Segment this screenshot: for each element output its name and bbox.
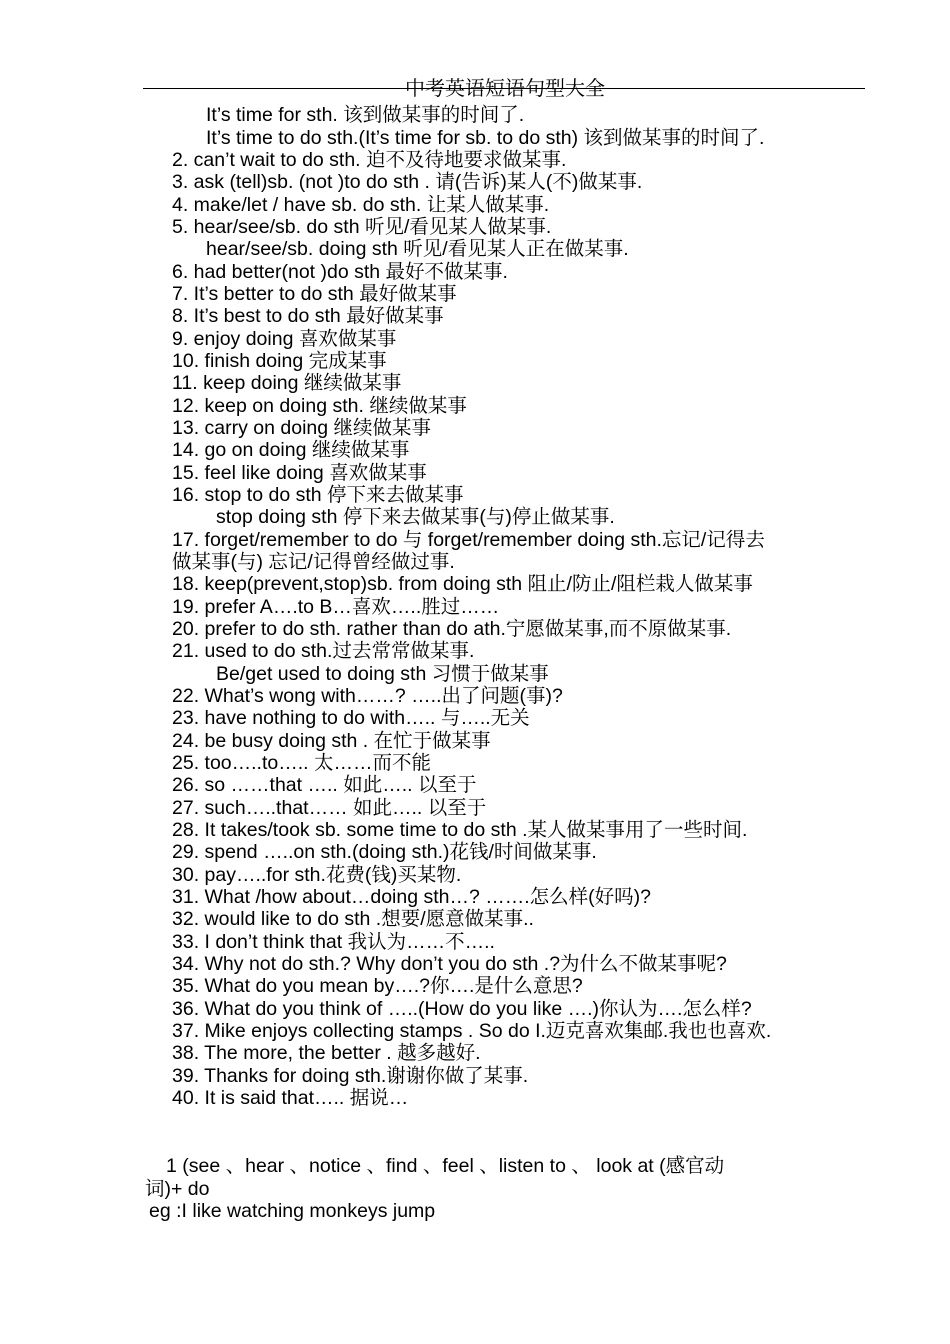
list-item: stop doing sth 停下来去做某事(与)停止做某事. (216, 506, 615, 528)
list-item: 38. The more, the better . 越多越好. (172, 1042, 481, 1064)
paragraph-line: 词)+ do (145, 1178, 210, 1200)
list-item: 20. prefer to do sth. rather than do ath.宁愿做某事,而不原做某事. (172, 618, 732, 640)
list-item: 30. pay…..for sth.花费(钱)买某物. (172, 864, 462, 886)
list-item: 2. can’t wait to do sth. 迫不及待地要求做某事. (172, 149, 567, 171)
list-item: 3. ask (tell)sb. (not )to do sth . 请(告诉)某人(不)做某事. (172, 171, 643, 193)
list-item: 4. make/let / have sb. do sth. 让某人做某事. (172, 194, 550, 216)
list-item: 7. It’s better to do sth 最好做某事 (172, 283, 457, 305)
list-item: 28. It takes/took sb. some time to do sth .某人做某事用了一些时间. (172, 819, 748, 841)
list-item: 32. would like to do sth .想要/愿意做某事.. (172, 908, 534, 930)
list-item: hear/see/sb. doing sth 听见/看见某人正在做某事. (206, 238, 629, 260)
list-item: 10. finish doing 完成某事 (172, 350, 387, 372)
list-item: 21. used to do sth.过去常常做某事. (172, 640, 475, 662)
list-item: 26. so ……that ….. 如此….. 以至于 (172, 774, 477, 796)
list-item: 14. go on doing 继续做某事 (172, 439, 410, 461)
list-item: 39. Thanks for doing sth.谢谢你做了某事. (172, 1065, 529, 1087)
list-item: 13. carry on doing 继续做某事 (172, 417, 432, 439)
list-item: 18. keep(prevent,stop)sb. from doing sth 阻止/防止/阻栏栽人做某事 (172, 573, 753, 595)
list-item: Be/get used to doing sth 习惯于做某事 (216, 663, 549, 685)
list-item: 8. It’s best to do sth 最好做某事 (172, 305, 444, 327)
list-item: 24. be busy doing sth . 在忙于做某事 (172, 730, 491, 752)
list-item: It’s time for sth. 该到做某事的时间了. (206, 104, 525, 126)
list-item: 11. keep doing 继续做某事 (172, 372, 402, 394)
list-item: 15. feel like doing 喜欢做某事 (172, 462, 427, 484)
list-item: 37. Mike enjoys collecting stamps . So do I.迈克喜欢集邮.我也也喜欢. (172, 1020, 772, 1042)
list-item: 29. spend …..on sth.(doing sth.)花钱/时间做某事. (172, 841, 597, 863)
list-item: 40. It is said that….. 据说… (172, 1087, 409, 1109)
list-item: 34. Why not do sth.? Why don’t you do sth .?为什么不做某事呢? (172, 953, 727, 975)
list-item: It’s time to do sth.(It’s time for sb. to do sth) 该到做某事的时间了. (206, 127, 765, 149)
list-item: 6. had better(not )do sth 最好不做某事. (172, 261, 508, 283)
list-item: 31. What /how about…doing sth…? …….怎么样(好吗)? (172, 886, 652, 908)
list-item: 22. What’s wong with……? …..出了问题(事)? (172, 685, 563, 707)
list-item: 17. forget/remember to do 与 forget/remember doing sth.忘记/记得去 (172, 529, 765, 551)
list-item: 5. hear/see/sb. do sth 听见/看见某人做某事. (172, 216, 552, 238)
list-item: 9. enjoy doing 喜欢做某事 (172, 328, 397, 350)
document-title: 中考英语短语句型大全 (405, 76, 605, 100)
list-item: 35. What do you mean by….?你….是什么意思? (172, 975, 583, 997)
list-item: 19. prefer A….to B…喜欢…..胜过…… (172, 596, 500, 618)
paragraph-line: eg :I like watching monkeys jump (149, 1200, 436, 1222)
paragraph-line: 1 (see 、hear 、notice 、find 、feel 、listen to 、 look at (感官动 (166, 1155, 725, 1177)
list-item: 25. too…..to….. 太……而不能 (172, 752, 431, 774)
list-item: 23. have nothing to do with….. 与…..无关 (172, 707, 530, 729)
list-item: 33. I don’t think that 我认为……不….. (172, 931, 495, 953)
list-item: 做某事(与) 忘记/记得曾经做过事. (172, 551, 455, 573)
list-item: 36. What do you think of …..(How do you like ….)你认为….怎么样? (172, 998, 752, 1020)
list-item: 16. stop to do sth 停下来去做某事 (172, 484, 464, 506)
list-item: 12. keep on doing sth. 继续做某事 (172, 395, 467, 417)
list-item: 27. such…..that…… 如此….. 以至于 (172, 797, 487, 819)
